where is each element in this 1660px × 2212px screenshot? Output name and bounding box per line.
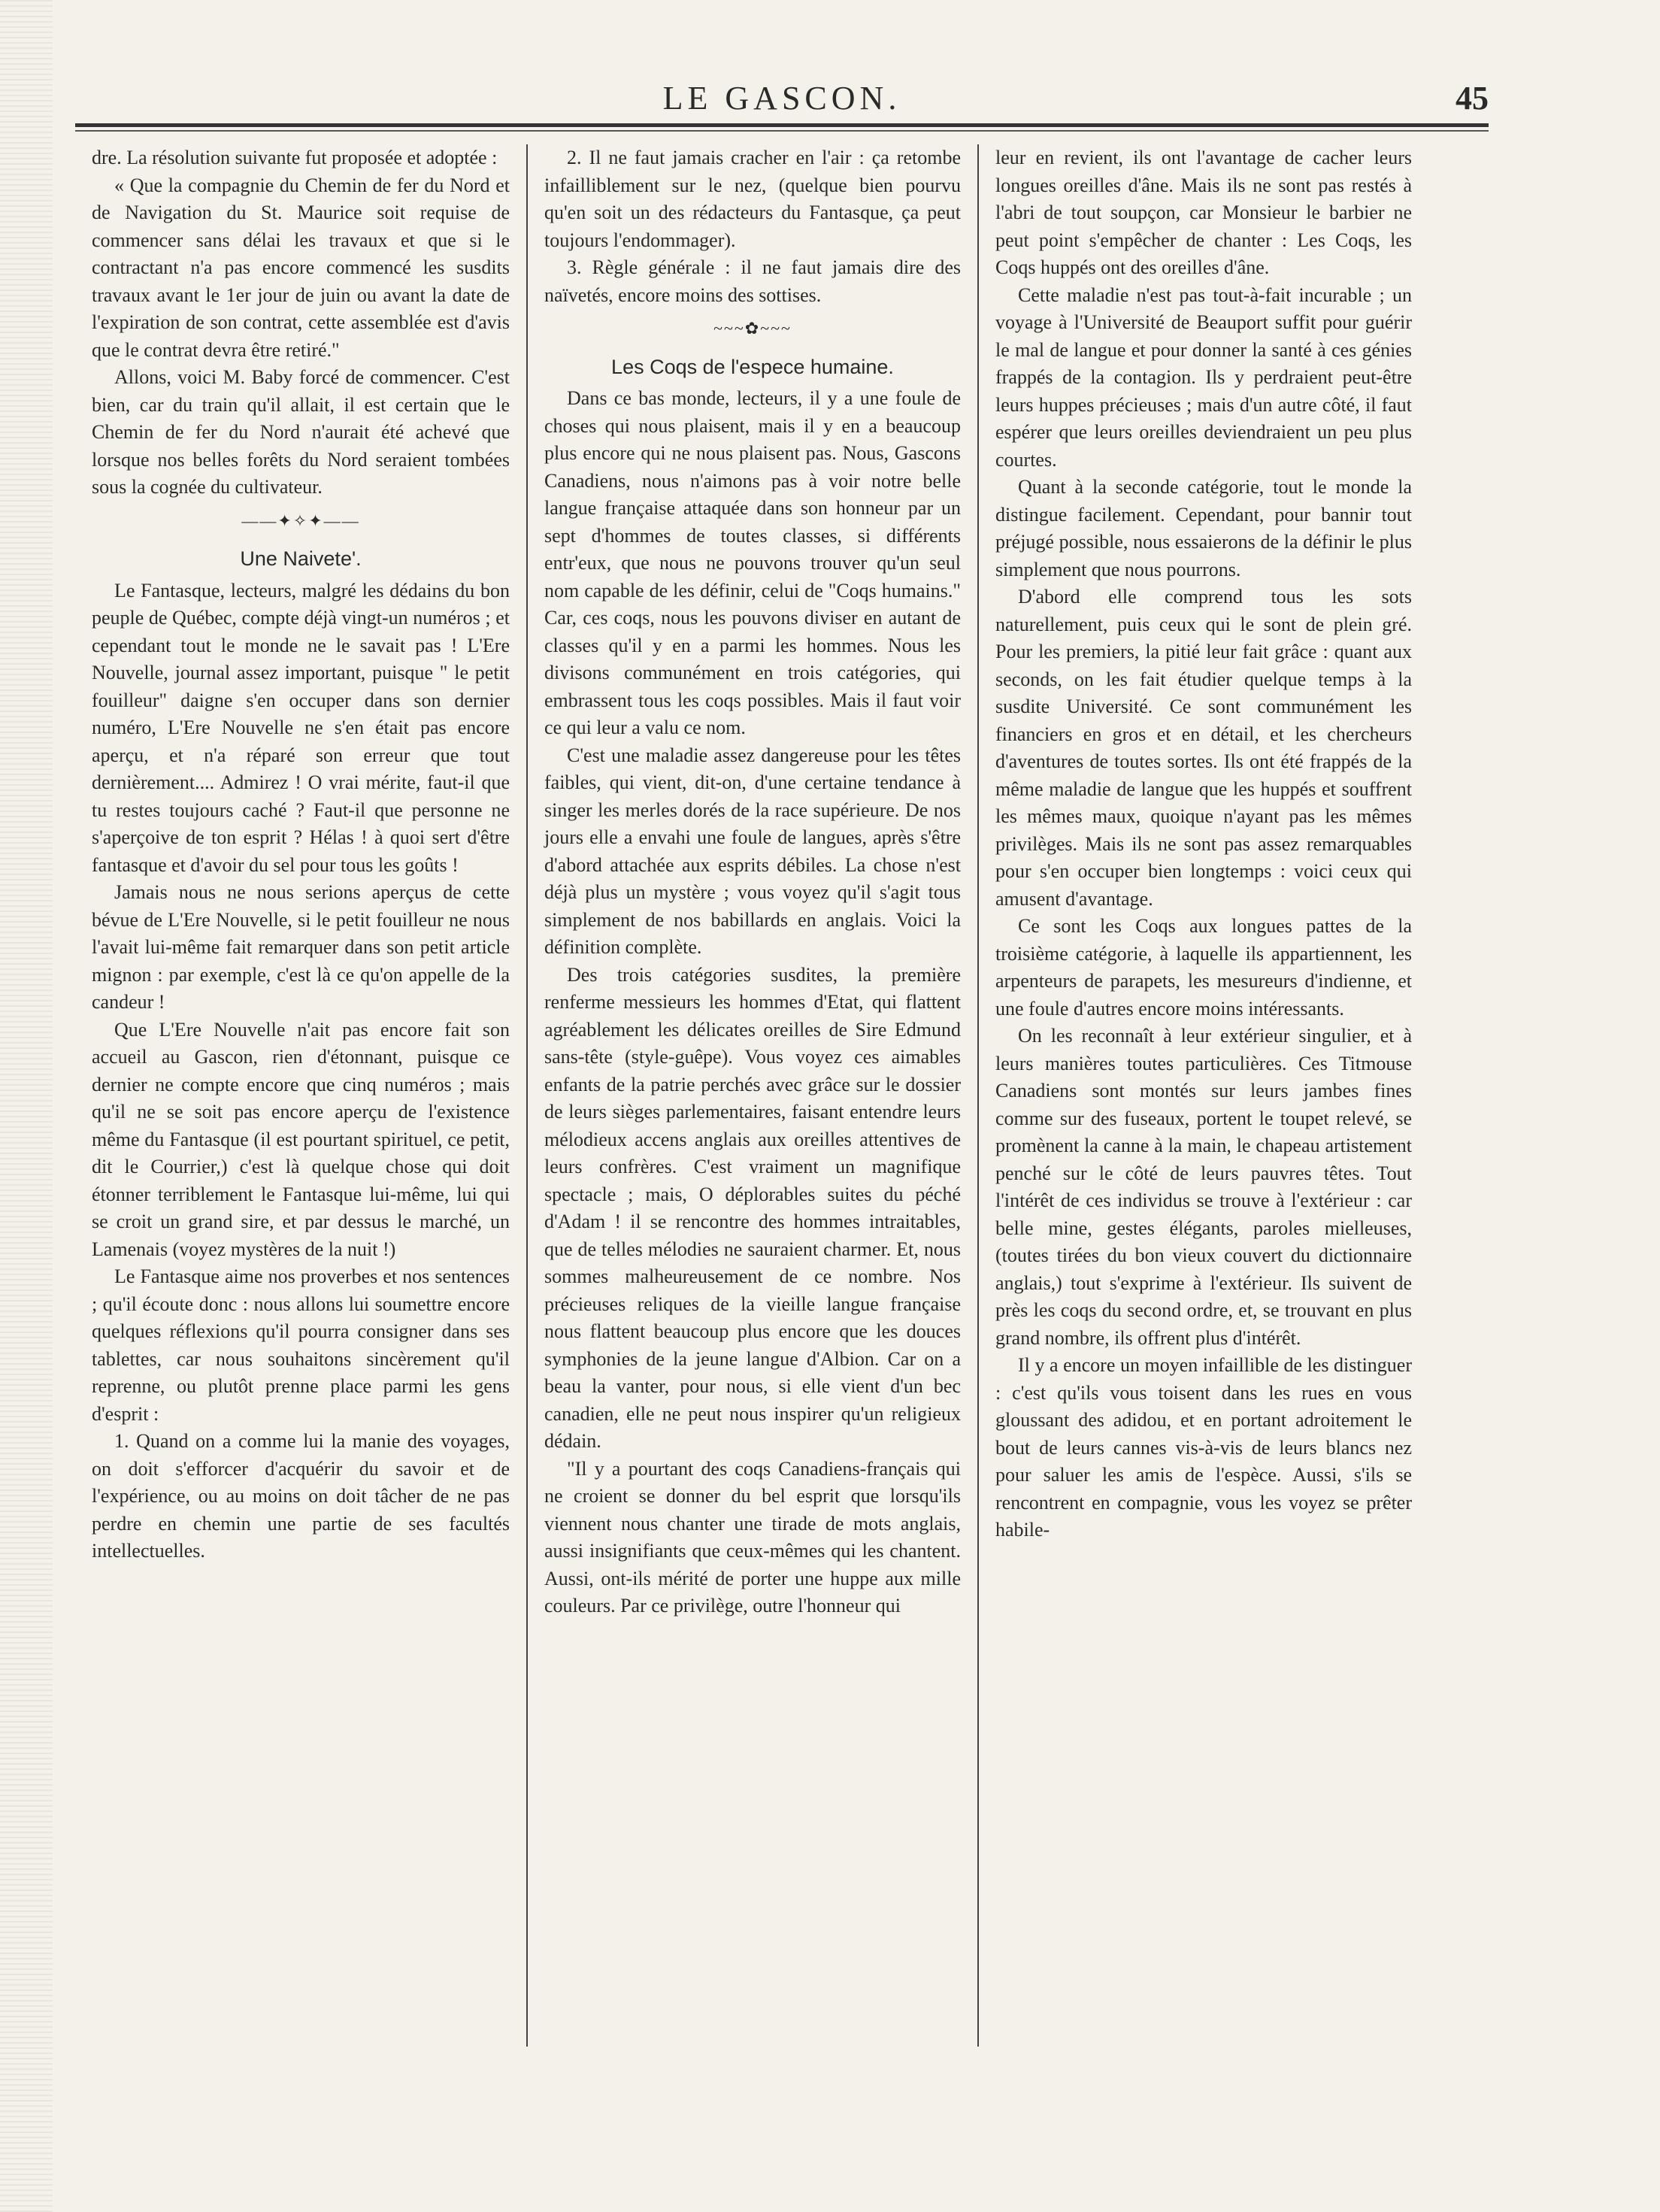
paragraph: Que L'Ere Nouvelle n'ait pas encore fait son accueil au Gascon, rien d'étonnant, puisque ce dernier ne compte encore que cinq numéros ; mais qu'il ne se soit pas encore aperçu de l'existence même du Fantasque (il est pourtant spirituel, ce petit, dit le Courrier,) c'est là quelque chose qui doit étonner terriblement le Fantasque lui-même, lui qui se croit un grand sire, et par dessus le marché, un Lamenais (voyez mystères de la nuit !)	[92, 1018, 510, 1260]
paragraph: Cette maladie n'est pas tout-à-fait incurable ; un voyage à l'Université de Beauport suffit pour guérir le mal de langue et pour donner la santé à ces génies frappés de la contagion. Ils y perdraient peut-être leurs huppes précieuses ; mais d'un autre côté, il faut espérer que leurs oreilles deviendraient un peu plus courtes.	[995, 283, 1412, 471]
header-rule-thick	[75, 123, 1489, 127]
paragraph: 3. Règle générale : il ne faut jamais dire des naïvetés, encore moins des sottises.	[544, 256, 961, 306]
paragraph: leur en revient, ils ont l'avantage de cacher leurs longues oreilles d'âne. Mais ils ne sont pas restés à l'abri de tout soupçon, car Monsieur le barbier ne peut point s'empêcher de chanter : Les Coqs, les Coqs huppés ont des oreilles d'âne.	[995, 147, 1412, 278]
section-ornament: ——✦✧✦——	[241, 511, 360, 530]
article-heading: Les Coqs de l'espece humaine.	[611, 355, 894, 378]
paragraph: Le Fantasque, lecteurs, malgré les dédains du bon peuple de Québec, compte déjà vingt-un numéros ; et cependant tout le monde ne le savait pas ! L'Ere Nouvelle, journal assez important, puisque " le petit fouilleur" daigne s'en occuper dans son dernier numéro, L'Ere Nouvelle ne s'en était pas encore aperçu, et n'a réparé son erreur que tout dernièrement.... Admirez ! O vrai mérite, faut-il que tu restes toujours caché ? Faut-il que personne ne s'aperçoive de ton esprit ? Hélas ! à quoi sert d'être fantasque et d'avoir du sel pour tous les goûts !	[92, 579, 510, 876]
paragraph: Ce sont les Coqs aux longues pattes de la troisième catégorie, à laquelle ils appartiennent, les arpenteurs de parapets, les mesureurs d'indienne, et une foule d'autres encore moins intéressants.	[995, 915, 1412, 1020]
column-left	[75, 144, 526, 2047]
paragraph: C'est une maladie assez dangereuse pour les têtes faibles, qui vient, dit-on, d'une certaine tendance à singer les merles dorés de la race supérieure. De nos jours elle a envahi une foule de langues, après s'être d'abord attachée aux esprits débiles. La chose n'est déjà plus un mystère ; vous voyez qu'il s'agit tous simplement de nos babillards en anglais. Voici la définition complète.	[544, 744, 961, 958]
paragraph: Allons, voici M. Baby forcé de commencer. C'est bien, car du train qu'il allait, il est certain que le Chemin de fer du Nord n'aurait été achevé que lorsque nos belles forêts du Nord seraient tombées sous la cognée du cultivateur.	[92, 366, 510, 498]
section-ornament: ~~~✿~~~	[713, 319, 792, 338]
header-rule-thin	[75, 130, 1489, 132]
paragraph: On les reconnaît à leur extérieur singulier, et à leurs manières toutes particulières. Ces Titmouse Canadiens sont montés sur leurs jambes fines comme sur des fuseaux, portent le toupet relevé, se promènent la canne à la main, le chapeau artistement penché sur le côté de leurs pauvres têtes. Tout l'intérêt de ces individus se trouve à l'extérieur : car belle mine, gestes élégants, paroles mielleuses, (toutes tirées du bon vieux couvert du dictionnaire anglais,) tout s'exprime à l'extérieur. Ils suivent de près les coqs du second ordre, et, se trouvant en plus grand nombre, ils offrent plus d'intérêt.	[995, 1025, 1412, 1349]
page-number: 45	[1456, 80, 1489, 117]
paragraph: 2. Il ne faut jamais cracher en l'air : ça retombe infailliblement sur le nez, (quelque bien pourvu qu'en soit un des rédacteurs du Fantasque, ça peut toujours l'endommager).	[544, 147, 961, 251]
paragraph: Dans ce bas monde, lecteurs, il y a une foule de choses qui nous plaisent, mais il y en a beaucoup plus encore qui ne nous plaisent pas. Nous, Gascons Canadiens, nous n'aimons pas à voir notre belle langue française attaquée dans son honneur par un sept d'hommes de toutes classes, si différents entr'eux, que nous ne pouvons trouver qu'un seul nom capable de les définir, celui de "Coqs humains." Car, ces coqs, nous les pouvons diviser en autant de classes qu'il y en a parmi les hommes. Nous les divisons communément en trois catégories, qui embrassent tous les coqs possibles. Mais il faut voir ce qui leur a valu ce nom.	[544, 387, 961, 738]
column-right	[977, 144, 1428, 2047]
paragraph: 1. Quand on a comme lui la manie des voyages, on doit s'efforcer d'acquérir du savoir et de l'expérience, ou au moins on doit tâcher de ne pas perdre en chemin une partie de ses facultés intellectuelles.	[92, 1430, 510, 1562]
column-middle	[526, 144, 977, 2047]
paragraph: D'abord elle comprend tous les sots naturellement, puis ceux qui le sont de plein gré. Pour les premiers, la pitié leur fait grâce : quant aux seconds, on les fait étudier quelque temps à la susdite Université. Ce sont communément les financiers en gros et en détail, et les chercheurs d'aventures de toutes sortes. Ils ont été frappés de la même maladie de langue que les huppés et souffrent les mêmes maux, quoique n'ayant pas les mêmes privilèges. Mais ils ne sont pas assez remarquables pour s'en occuper bien longtemps : voici ceux qui amusent d'avantage.	[995, 586, 1412, 910]
paragraph: Le Fantasque aime nos proverbes et nos sentences ; qu'il écoute donc : nous allons lui soumettre encore quelques réflexions qu'il pourra consigner dans ses tablettes, car nous souhaitons sincèrement qu'il reprenne, ou plutôt prenne place parmi les gens d'esprit :	[92, 1265, 510, 1425]
paragraph: Jamais nous ne nous serions aperçus de cette bévue de L'Ere Nouvelle, si le petit fouilleur ne nous l'avait lui-même fait remarquer dans son petit article mignon : par exemple, c'est là ce qu'on appelle de la candeur !	[92, 881, 510, 1013]
paragraph: dre. La résolution suivante fut proposée et adoptée :	[92, 147, 498, 168]
paragraph: « Que la compagnie du Chemin de fer du Nord et de Navigation du St. Maurice soit requise de commencer sans délai les travaux et que si le contractant n'a pas encore commencé les susdits travaux avant le 1er jour de juin ou avant la date de l'expiration de son contrat, cette assemblée est d'avis que le contrat devra être retiré."	[92, 174, 510, 361]
masthead-title: LE GASCON.	[662, 80, 901, 117]
paragraph: Il y a encore un moyen infaillible de les distinguer : c'est qu'ils vous toisent dans les rues en vous gloussant des adidou, et en portant adroitement le bout de leurs cannes vis-à-vis de leurs blancs nez pour saluer les amis de l'espèce. Aussi, s'ils se rencontrent en compagnie, vous les voyez se prêter habile-	[995, 1354, 1412, 1541]
article-columns	[75, 144, 1489, 2047]
paragraph: Quant à la seconde catégorie, tout le monde la distingue facilement. Cependant, pour bannir tout préjugé possible, nous essaierons de la définir le plus simplement que nous pourrons.	[995, 476, 1412, 580]
page-header	[75, 79, 1489, 124]
article-heading: Une Naivete'.	[240, 547, 362, 570]
paragraph: "Il y a pourtant des coqs Canadiens-français qui ne croient se donner du bel esprit que lorsqu'ils viennent nous chanter une tirade de mots anglais, aussi insignifiants que ceux-mêmes qui les chantent. Aussi, ont-ils mérité de porter une huppe aux mille couleurs. Par ce privilège, outre l'honneur qui	[544, 1457, 961, 1617]
paragraph: Des trois catégories susdites, la première renferme messieurs les hommes d'Etat, qui flattent agréablement les délicates oreilles de Sire Edmund sans-tête (style-guêpe). Vous voyez ces aimables enfants de la patrie perchés avec grâce sur le dossier de leurs sièges parlementaires, faisant entendre leurs mélodieux accens anglais aux oreilles attentives de leurs confrères. C'est vraiment un magnifique spectacle ; mais, O déplorables suites du péché d'Adam ! il se rencontre des hommes intraitables, que de telles mélodies ne sauraient charmer. Et, nous sommes malheureusement de ce nombre. Nos précieuses reliques de la vieille langue française nous flattent beaucoup plus encore que les douces symphonies de la jeune langue d'Albion. Car on a beau la vanter, pour nous, si elle vient d'un bec canadien, elle ne peut nous inspirer qu'un religieux dédain.	[544, 963, 961, 1452]
page-edge-speckle	[0, 0, 53, 2212]
